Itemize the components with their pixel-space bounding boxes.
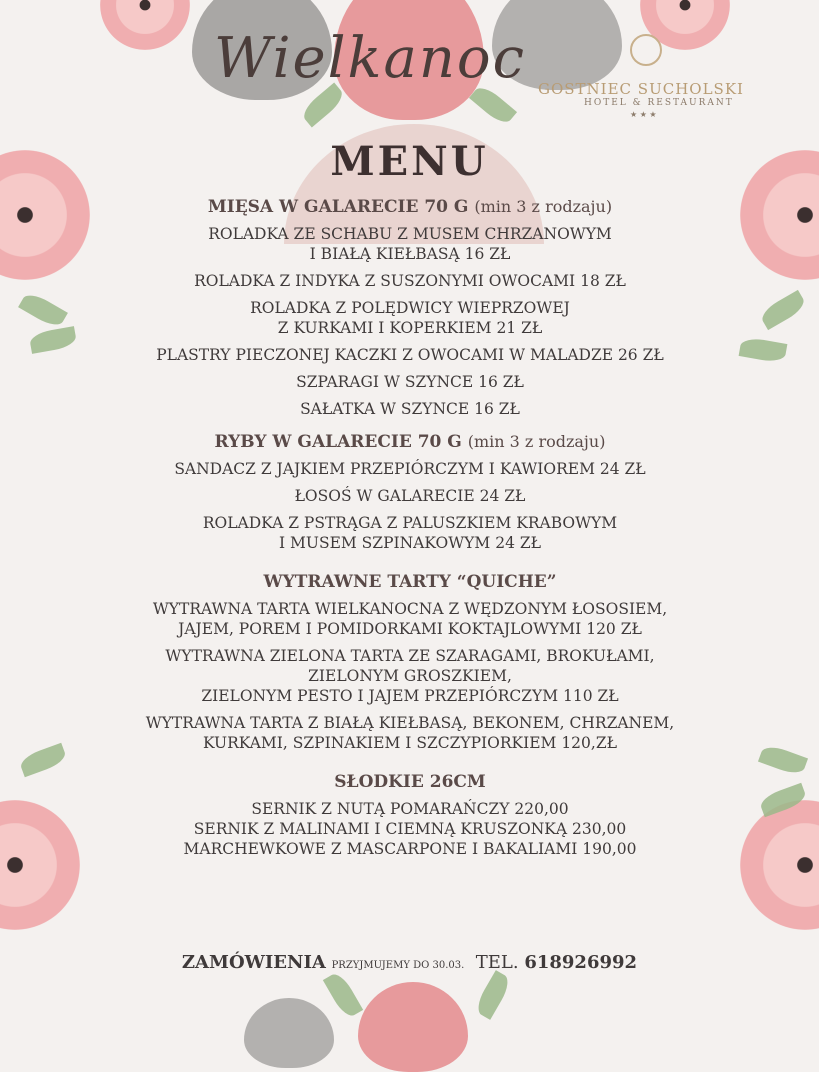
menu-item-line: SERNIK Z MALINAMI I CIEMNĄ KRUSZONKĄ 230,00 [193,820,627,838]
menu-item [80,799,740,859]
menu-item [80,459,740,479]
menu-item-line: Z KURKAMI I KOPERKIEM 21 ZŁ [277,319,543,337]
menu-item-line: PLASTRY PIECZONEJ KACZKI Z OWOCAMI W MALADZE 26 ZŁ [156,346,664,364]
header [0,0,819,130]
anemone-flower [0,800,80,930]
leaf [323,970,363,1020]
script-title: Wielkanoc [214,26,526,91]
menu-item-line: ROLADKA Z INDYKA Z SUSZONYMI OWOCAMI 18 ZŁ [194,272,626,290]
menu-item-line: SERNIK Z NUTĄ POMARAŃCZY 220,00 [251,800,569,818]
menu-item-line: SZPARAGI W SZYNCE 16 ZŁ [296,373,524,391]
menu-item [80,298,740,338]
leaf [739,336,788,364]
menu-item-line: ZIELONYM PESTO I JAJEM PRZEPIÓRCZYM 110 ZŁ [201,687,619,705]
menu-item [80,713,740,753]
section-title: WYTRAWNE TARTY “QUICHE” [263,572,557,592]
menu-item [80,599,740,639]
logo-name: GOSTNIEC SUCHOLSKI [538,80,744,98]
anemone-flower [740,800,819,930]
section-heading [80,196,740,218]
menu-item-line: WYTRAWNA ZIELONA TARTA ZE SZARAGAMI, BROKUŁAMI, [165,647,655,665]
logo-mark-icon [630,34,662,66]
menu-item-line: SANDACZ Z JAJKIEM PRZEPIÓRCZYM I KAWIOREM 24 ZŁ [174,460,646,478]
menu-item-line: JAJEM, POREM I POMIDORKAMI KOKTAJLOWYMI 120 ZŁ [178,620,642,638]
leaf [18,743,68,778]
section-title: RYBY W GALARECIE 70 G [214,432,462,452]
leaf [758,290,808,330]
logo-stars: ★ ★ ★ [630,110,657,119]
menu-title: MENU [330,138,489,185]
menu-item-line: WYTRAWNA TARTA Z BIAŁĄ KIEŁBASĄ, BEKONEM, CHRZANEM, [145,714,675,732]
menu-item [80,224,740,264]
section-heading [80,431,740,453]
section-note: (min 3 z rodzaju) [467,432,606,451]
logo-subtitle: HOTEL & RESTAURANT [584,98,734,108]
menu-item-line: WYTRAWNA TARTA WIELKANOCNA Z WĘDZONYM ŁOSOSIEM, [152,600,668,618]
menu-item-line: KURKAMI, SZPINAKIEM I SZCZYPIORKIEM 120,ZŁ [203,734,617,752]
menu-item [80,646,740,706]
orders-label: ZAMÓWIENIA [181,952,326,973]
phone-number: 618926992 [524,952,638,973]
menu-item [80,372,740,392]
section-title: MIĘSA W GALARECIE 70 G [207,197,469,217]
menu-item [80,345,740,365]
footer-contact [0,952,819,973]
section-heading [80,571,740,593]
section-title: SŁODKIE 26CM [334,772,486,792]
menu-item-line: ROLADKA ZE SCHABU Z MUSEM CHRZANOWYM [208,225,612,243]
menu-item-line: I BIAŁĄ KIEŁBASĄ 16 ZŁ [309,245,511,263]
section-note: (min 3 z rodzaju) [474,197,613,216]
leaf [29,326,78,354]
menu-item-line: ROLADKA Z POLĘDWICY WIEPRZOWEJ [250,299,570,317]
phone-label: TEL. [475,952,519,973]
menu-item [80,399,740,419]
menu-item-line: ROLADKA Z PSTRĄGA Z PALUSZKIEM KRABOWYM [202,514,618,532]
menu-item-line: I MUSEM SZPINAKOWYM 24 ZŁ [278,534,542,552]
menu-body [80,196,740,866]
leaf [758,743,808,778]
leaf [18,290,68,330]
section-heading [80,771,740,793]
menu-item-line: MARCHEWKOWE Z MASCARPONE I BAKALIAMI 190,00 [183,840,637,858]
easter-egg-pink [358,982,468,1072]
menu-item-line: SAŁATKA W SZYNCE 16 ZŁ [300,400,520,418]
leaf [473,970,513,1020]
easter-egg-grey [244,998,334,1068]
menu-item [80,486,740,506]
menu-item [80,271,740,291]
menu-item [80,513,740,553]
orders-deadline: PRZYJMUJEMY DO 30.03. [331,960,465,971]
menu-item-line: ZIELONYM GROSZKIEM, [308,667,512,685]
menu-item-line: ŁOSOŚ W GALARECIE 24 ZŁ [294,487,526,505]
